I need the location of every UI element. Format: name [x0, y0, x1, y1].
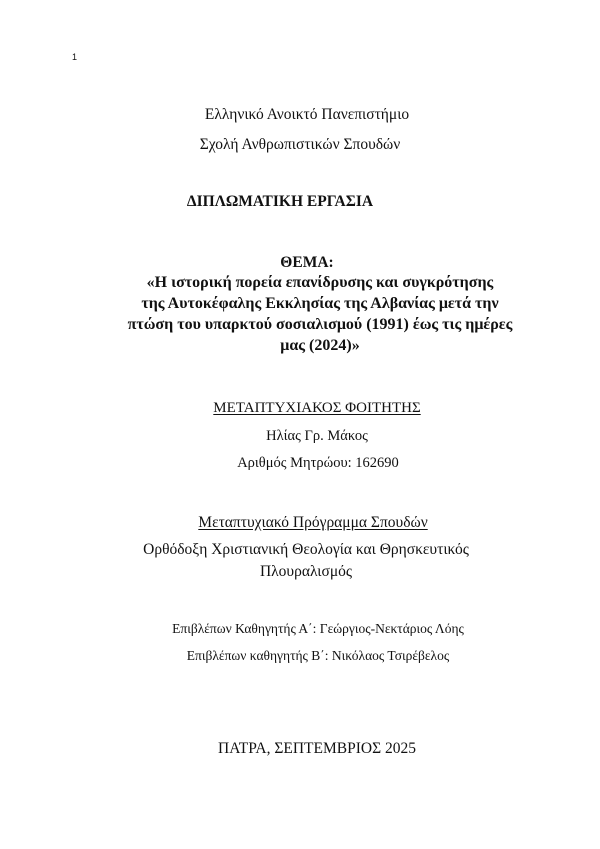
supervisor-b: Επιβλέπων καθηγητής Β΄: Νικόλαος Τσιρέβελος [186, 648, 450, 663]
program-name-line-2: Πλουραλισμός [259, 563, 353, 580]
document-type: ΔΙΠΛΩΜΑΤΙΚΗ ΕΡΓΑΣΙΑ [186, 193, 374, 210]
student-name: Ηλίας Γρ. Μάκος [266, 428, 368, 444]
school-name: Σχολή Ανθρωπιστικών Σπουδών [199, 136, 401, 153]
program-label: Μεταπτυχιακό Πρόγραμμα Σπουδών [198, 514, 428, 531]
topic-label: ΘΕΜΑ: [280, 254, 334, 271]
student-label: ΜΕΤΑΠΤΥΧΙΑΚΟΣ ΦΟΙΤΗΤΗΣ [213, 400, 421, 416]
thesis-title-line: μας (2024)» [280, 337, 360, 354]
thesis-title-line: της Αυτοκέφαλης Εκκλησίας της Αλβανίας μετά την [141, 295, 499, 312]
thesis-title-line: «Η ιστορική πορεία επανίδρυσης και συγκρότησης [146, 274, 494, 291]
supervisor-a: Επιβλέπων Καθηγητής Α΄: Γεώργιος-Νεκτάριος Λόης [172, 621, 464, 636]
thesis-title-line: πτώση του υπαρκτού σοσιαλισμού (1991) έως τις ημέρες [127, 316, 513, 333]
university-name: Ελληνικό Ανοικτό Πανεπιστήμιο [204, 106, 410, 123]
program-name-line-1: Ορθόδοξη Χριστιανική Θεολογία και Θρησκευτικός [143, 541, 469, 558]
thesis-title [110, 272, 530, 356]
place-date: ΠΑΤΡΑ, ΣΕΠΤΕΜΒΡΙΟΣ 2025 [218, 740, 416, 757]
page-number: 1 [72, 52, 78, 62]
registration-number: Αριθμός Μητρώου: 162690 [237, 455, 399, 471]
